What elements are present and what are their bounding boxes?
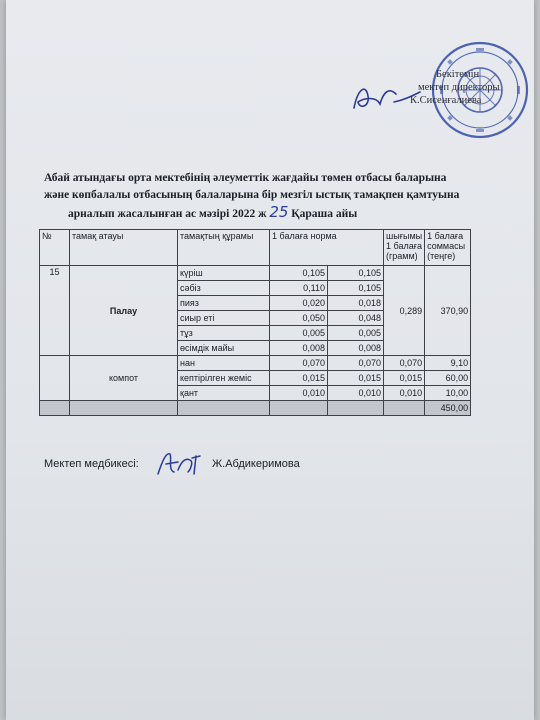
cost-cell: 9,10 bbox=[425, 356, 471, 371]
title-line-3-start: арналып жасалынған ас мәзірі 2022 ж bbox=[68, 208, 267, 220]
total-cost: 450,00 bbox=[425, 401, 471, 416]
ingredient-cell: сиыр еті bbox=[178, 311, 270, 326]
title-line-2: және көпбалалы отбасының балаларына бір мезгіл ыстық тамақпен қамтуына bbox=[44, 189, 460, 201]
title-line-3-end: Қараша айы bbox=[291, 208, 358, 220]
approval-line-name: К.Сисенғалиева bbox=[410, 95, 482, 106]
approval-block bbox=[410, 68, 528, 107]
ingredient-cell: өсімдік майы bbox=[178, 341, 270, 356]
actual-cell: 0,018 bbox=[328, 296, 384, 311]
approval-line-position: мектеп директоры bbox=[418, 82, 500, 93]
norm-cell: 0,105 bbox=[270, 266, 328, 281]
empty-num-cell bbox=[40, 356, 70, 401]
actual-cell: 0,008 bbox=[328, 341, 384, 356]
actual-cell: 0,048 bbox=[328, 311, 384, 326]
nurse-label: Мектеп медбикесі: bbox=[44, 458, 139, 470]
norm-cell: 0,070 bbox=[270, 356, 328, 371]
ingredient-cell: сәбіз bbox=[178, 281, 270, 296]
palau-cost: 370,90 bbox=[425, 266, 471, 356]
actual-cell: 0,105 bbox=[328, 266, 384, 281]
total-empty-cell bbox=[384, 401, 425, 416]
norm-cell: 0,005 bbox=[270, 326, 328, 341]
dish-name-kompot: компот bbox=[70, 356, 178, 401]
header-cost: 1 балаға соммасы (теңге) bbox=[425, 230, 471, 266]
consumption-cell: 0,010 bbox=[384, 386, 425, 401]
document-page bbox=[6, 0, 534, 720]
actual-cell: 0,070 bbox=[328, 356, 384, 371]
table-total-row bbox=[40, 401, 471, 416]
norm-cell: 0,110 bbox=[270, 281, 328, 296]
total-empty-cell bbox=[70, 401, 178, 416]
nurse-signature bbox=[154, 448, 204, 478]
ingredient-cell: кептірілген жеміс bbox=[178, 371, 270, 386]
header-ingredients: тамақтың құрамы bbox=[178, 230, 270, 266]
dish-name-palau: Палау bbox=[70, 266, 178, 356]
cost-cell: 60,00 bbox=[425, 371, 471, 386]
header-consumption: шығымы 1 балаға (грамм) bbox=[384, 230, 425, 266]
handwritten-day: 25 bbox=[269, 203, 289, 221]
approval-line-approve: Бекітемін bbox=[436, 69, 480, 80]
norm-cell: 0,020 bbox=[270, 296, 328, 311]
title-line-3 bbox=[44, 204, 514, 223]
header-dish: тамақ атауы bbox=[70, 230, 178, 266]
document-title bbox=[44, 170, 514, 223]
ingredient-cell: пияз bbox=[178, 296, 270, 311]
nurse-name: Ж.Абдикеримова bbox=[212, 458, 300, 470]
ingredient-cell: күріш bbox=[178, 266, 270, 281]
total-empty-cell bbox=[178, 401, 270, 416]
palau-consumption: 0,289 bbox=[384, 266, 425, 356]
table-row bbox=[40, 356, 471, 371]
cost-cell: 10,00 bbox=[425, 386, 471, 401]
nurse-signature-line bbox=[44, 458, 300, 470]
norm-cell: 0,015 bbox=[270, 371, 328, 386]
consumption-cell: 0,070 bbox=[384, 356, 425, 371]
table-header-row bbox=[40, 230, 471, 266]
title-line-1: Абай атындағы орта мектебінің әлеуметтік жағдайы төмен отбасы баларына bbox=[44, 172, 447, 184]
menu-table bbox=[39, 229, 471, 416]
actual-cell: 0,015 bbox=[328, 371, 384, 386]
header-num: № bbox=[40, 230, 70, 266]
actual-cell: 0,010 bbox=[328, 386, 384, 401]
norm-cell: 0,010 bbox=[270, 386, 328, 401]
dish-number: 15 bbox=[40, 266, 70, 356]
ingredient-cell: тұз bbox=[178, 326, 270, 341]
total-empty-cell bbox=[40, 401, 70, 416]
total-empty-cell bbox=[270, 401, 328, 416]
table-row bbox=[40, 266, 471, 281]
norm-cell: 0,008 bbox=[270, 341, 328, 356]
actual-cell: 0,005 bbox=[328, 326, 384, 341]
consumption-cell: 0,015 bbox=[384, 371, 425, 386]
actual-cell: 0,105 bbox=[328, 281, 384, 296]
total-empty-cell bbox=[328, 401, 384, 416]
ingredient-cell: қант bbox=[178, 386, 270, 401]
ingredient-cell: нан bbox=[178, 356, 270, 371]
norm-cell: 0,050 bbox=[270, 311, 328, 326]
header-norm: 1 балаға норма bbox=[270, 230, 384, 266]
